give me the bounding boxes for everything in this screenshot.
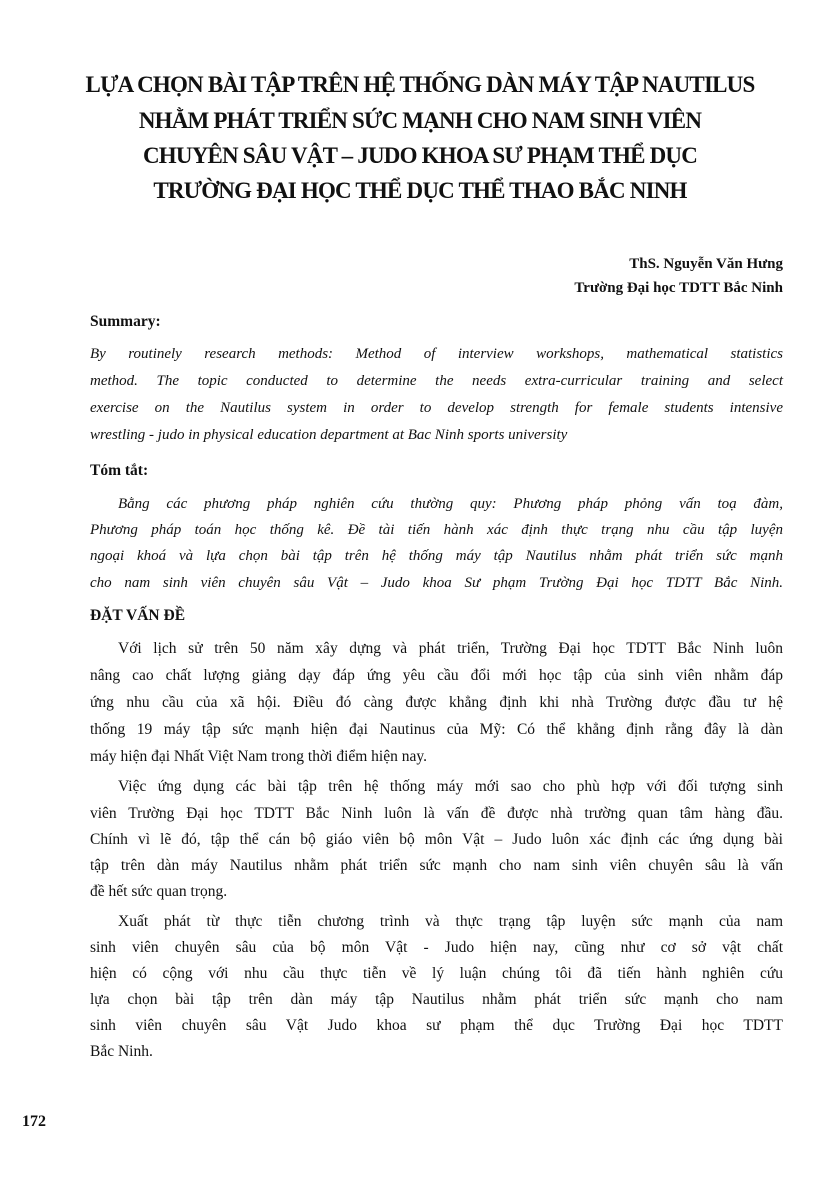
tom-tat-line: Phương pháp toán học thống kê. Đề tài tiến hành xác định thực trạng nhu cầu tập luyện	[90, 522, 783, 538]
summary-heading: Summary:	[90, 313, 161, 330]
paragraph-line: hiện có cộng với nhu cầu thực tiễn về lý luận chúng tôi đã tiến hành nghiên cứu	[90, 965, 783, 982]
paragraph-line: máy hiện đại Nhất Việt Nam trong thời điểm hiện nay.	[90, 748, 427, 765]
paragraph-line: Việc ứng dụng các bài tập trên hệ thống máy mới sao cho phù hợp với đối tượng sinh	[118, 778, 783, 795]
title-line-3: CHUYÊN SÂU VẬT – JUDO KHOA SƯ PHẠM THỂ DỤC	[142, 143, 698, 168]
paragraph-line: Xuất phát từ thực tiễn chương trình và thực trạng tập luyện sức mạnh của nam	[118, 913, 783, 930]
tom-tat-line: cho nam sinh viên chuyên sâu Vật – Judo khoa Sư phạm Trường Đại học TDTT Bắc Ninh.	[90, 575, 783, 591]
section-heading: ĐẶT VẤN ĐỀ	[90, 607, 186, 624]
tom-tat-line: ngoại khoá và lựa chọn bài tập trên hệ thống máy tập Nautilus nhằm phát triển sức mạnh	[90, 548, 783, 564]
paragraph-line: Chính vì lẽ đó, tập thể cán bộ giáo viên bộ môn Vật – Judo luôn xác định các ứng dụng bài	[90, 831, 783, 848]
tom-tat-line: Bằng các phương pháp nghiên cứu thường quy: Phương pháp phỏng vấn toạ đàm,	[118, 496, 783, 512]
paragraph-line: sinh viên chuyên sâu của bộ môn Vật - Judo hiện nay, cũng như cơ sở vật chất	[90, 939, 783, 956]
summary-line: By routinely research methods: Method of interview workshops, mathematical statistics	[90, 346, 783, 362]
author-affiliation: Trường Đại học TDTT Bắc Ninh	[574, 280, 783, 296]
tom-tat-heading: Tóm tắt:	[90, 462, 149, 479]
author-name: ThS. Nguyễn Văn Hưng	[629, 256, 783, 272]
paragraph-line: nâng cao chất lượng giảng dạy đáp ứng yêu cầu đổi mới học tập của sinh viên nhằm đáp	[90, 667, 783, 684]
title-line-2: NHẰM PHÁT TRIỂN SỨC MẠNH CHO NAM SINH VIÊN	[138, 108, 702, 133]
title-line-4: TRƯỜNG ĐẠI HỌC THỂ DỤC THỂ THAO BẮC NINH	[153, 178, 687, 203]
summary-line: exercise on the Nautilus system in order to develop strength for female students intensive	[90, 400, 783, 416]
paragraph-line: thống 19 máy tập sức mạnh hiện đại Nautinus của Mỹ: Có thể khẳng định rằng đây là dàn	[90, 721, 783, 738]
title-line-1: LỰA CHỌN BÀI TẬP TRÊN HỆ THỐNG DÀN MÁY TẬP NAUTILUS	[85, 72, 755, 97]
paragraph-line: viên Trường Đại học TDTT Bắc Ninh luôn là vấn đề được nhà trường quan tâm hàng đầu.	[90, 805, 783, 822]
paragraph-line: đề hết sức quan trọng.	[90, 883, 228, 900]
page-number: 172	[22, 1113, 46, 1130]
paragraph-line: Với lịch sử trên 50 năm xây dựng và phát triển, Trường Đại học TDTT Bắc Ninh luôn	[118, 640, 783, 657]
summary-line: wrestling - judo in physical education department at Bac Ninh sports university	[90, 427, 568, 443]
paragraph-line: tập trên dàn máy Nautilus nhằm phát triển sức mạnh cho nam sinh viên chuyên sâu là vấn	[90, 857, 783, 874]
paragraph-line: Bắc Ninh.	[90, 1043, 153, 1060]
paragraph-line: sinh viên chuyên sâu Vật Judo khoa sư phạm thể dục Trường Đại học TDTT	[90, 1017, 783, 1034]
paragraph-line: lựa chọn bài tập trên dàn máy tập Nautilus nhằm phát triển sức mạnh cho nam	[90, 991, 783, 1008]
summary-line: method. The topic conducted to determine the needs extra-curricular training and select	[90, 373, 783, 389]
paragraph-line: ứng nhu cầu của xã hội. Điều đó càng được khẳng định khi nhà Trường được đầu tư hệ	[90, 694, 783, 711]
